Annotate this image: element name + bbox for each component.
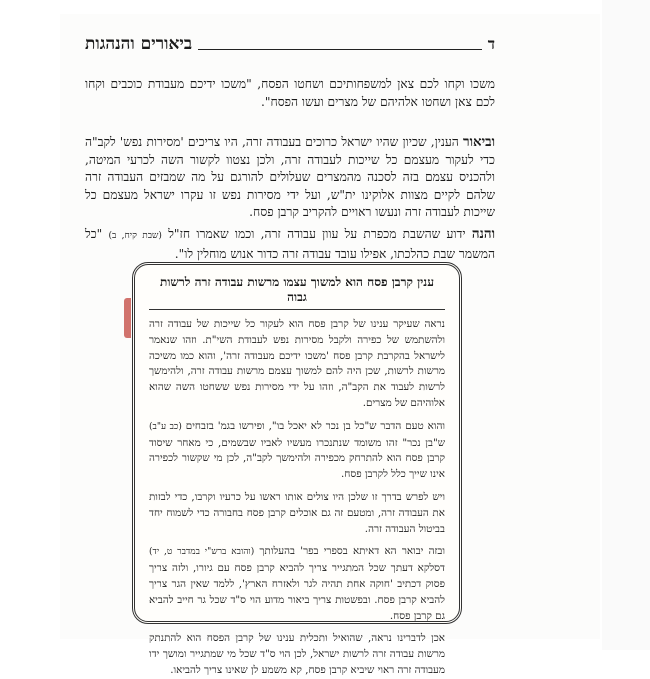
henei-body: ידוע שהשבת מכפרת על עוון עבודה זרה, וכמו שאמרו חז"ל [168, 227, 466, 241]
box-p4-source: (והובא ברש"י במדבר ט, יד) [149, 547, 255, 558]
box-paragraph-2 [149, 419, 445, 483]
henei-source: (שבת קיח, ב) [108, 231, 162, 241]
box-paragraph-1: נראה שעיקר ענינו של קרבן פסח הוא לעקור כל שייכות של עבודה זרה ולהשתמש של כפירה ולקבל מסירות נפש לעבודת השי"ת. וזהו שנאמר לישראל בהקרבת קרבן פסח 'משכו ידיכם מעבודה זרה', והוא כמו משיכה מרשות לרשות, שכן היה להם למשוך עצמם מרשות עבודה זרה, ולהימשך לרשות לעבוד את הקב"ה, וזהו על ידי מסירות נפש ששחטו השה שהוא אלוהיהם של מצרים. [149, 318, 445, 409]
box-p2-text-b: ש"בן נכר" זהו משומד שנתנכרו מעשיו לאביו שבשמים, כי מאחר שיסוד קרבן פסח הוא להתרחק מכפירה ולהימשך לקב"ה, לכן מי שקשור לכפירה אינו שייך כלל לקרבן פסח. [149, 436, 445, 481]
intro-paragraph: משכו וקחו לכם צאן למשפחותיכם ושחטו הפסח, "משכו ידיכם מעבודת כוכבים וקחו לכם צאן ושחטו אלהיהם של מצרים ועשו הפסח". [85, 77, 495, 109]
page-edge [602, 0, 650, 650]
box-paragraph-3: ויש לפרש בדרך זו שלכן היו צולים אותו ראשו על כרעיו וקרבו, כדי לבזות את העבודה זרה, ומטעם זה גם אוכלים קרבן פסח בחבורה כדי לשמוח יחד בביטול העבודה זרה. [149, 490, 445, 535]
box-p2-source: (כב ע"ב) [149, 421, 182, 432]
box-p2-text-a: והוא טעם הדבר ש"כל בן נכר לא יאכל בו", ופירשו בגמ' בזבחים [185, 419, 445, 432]
page-number: ד [487, 35, 495, 53]
henei-quote: "כל המשמר שבת כהלכתו, אפילו עובד עבודה זרה כדור אנוש מוחלין לו". [85, 227, 495, 261]
header-rule [198, 49, 482, 50]
box-title: ענין קרבן פסח הוא למשוך עצמו מרשות עבודה זרה לרשות גבוה [149, 275, 445, 310]
explanation-body: הענין, שכיון שהיו ישראל כרוכים בעבודה זרה, היו צריכים 'מסירות נפש' לקב"ה כדי לעקור מעצמם כל שייכות לעבודה זרה, ולכן נצטוו לקשור השה לכרעי המיטה, ולהכניס עצמם בזה לסכנה מהמצרים שעלולים להורגם על מה שמבזים העבודה זרה שלהם לקיים מצוות אלוקינו ית"ש, ועל ידי מסירות נפש זו עקרו ישראל מעצמם כל שייכות לעבודה זרה ונעשו ראויים להקריב קרבן פסח. [85, 135, 495, 220]
box-p4-text-a: ובזה יבואר הא דאיתא בספרי בפר' בהעלותך [259, 545, 445, 558]
explanation-paragraph [85, 134, 495, 222]
henei-paragraph [85, 226, 495, 263]
henei-lead: והנה [471, 226, 496, 242]
running-header [85, 34, 495, 54]
highlight-box [132, 262, 462, 676]
box-paragraph-5: אכן לדברינו נראה, שהואיל ותכלית ענינו של קרבן הפסח הוא להתנתק מרשות עבודה זרה לרשות ישראל, לכן הוי ס"ד שכל מי שמתגייר ומושך ידו מעבודה זרה ראוי שיביא קרבן פסח, קא משמע לן שאינו צריך להביאו. [149, 632, 445, 676]
header-title: ביאורים והנהגות [85, 34, 193, 54]
box-paragraph-4 [149, 544, 445, 624]
book-tab-marker [124, 298, 131, 338]
explanation-lead: וביאור [463, 134, 495, 150]
box-p4-text-b: דסלקא דעתך שכל המתגייר צריך להביא קרבן פסח עם גיורו, ולזה צריך פסוק דכתיב 'חוקה אחת תהיה לגר ולאזרח הארץ', ללמד שאין הגר צריך להביא קרבן פסח. ובפשטות צריך ביאור מדוע הוי ס"ד שכל גר חייב להביא גם קרבן פסח. [149, 562, 445, 622]
